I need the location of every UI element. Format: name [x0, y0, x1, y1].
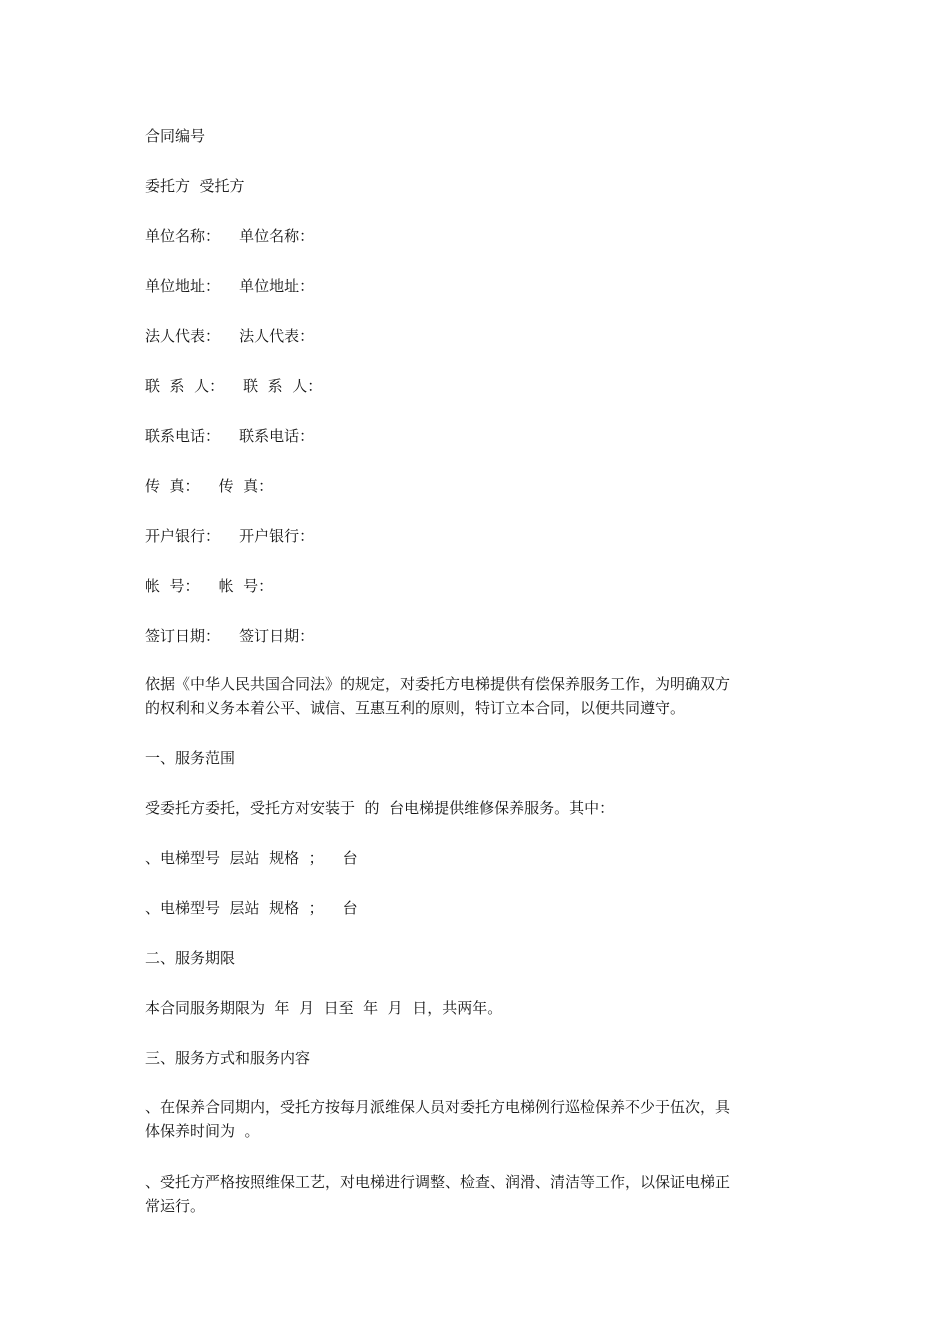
section3-item-2-line-1: 、受托方严格按照维保工艺，对电梯进行调整、检查、润滑、清洁等工作，以保证电梯正 [145, 1173, 731, 1191]
parties-heading: 委托方 受托方 [145, 177, 245, 195]
unit-address-field: 单位地址： 单位地址： [145, 277, 315, 295]
section1-text: 受委托方委托，受托方对安装于 的 台电梯提供维修保养服务。其中： [145, 799, 615, 817]
section2-text: 本合同服务期限为 年 月 日至 年 月 日，共两年。 [145, 999, 503, 1017]
contract-number-label: 合同编号 [145, 127, 206, 145]
section3-title: 三、服务方式和服务内容 [145, 1049, 311, 1067]
section1-title: 一、服务范围 [145, 749, 236, 767]
sign-date-field: 签订日期： 签订日期： [145, 627, 315, 645]
section2-title: 二、服务期限 [145, 949, 236, 967]
section1-item-1: 、电梯型号 层站 规格 ； 台 [145, 849, 358, 867]
section3-item-1 [145, 1095, 810, 1143]
legal-rep-field: 法人代表： 法人代表： [145, 327, 315, 345]
unit-name-field: 单位名称： 单位名称： [145, 227, 315, 245]
account-field: 帐 号： 帐 号： [145, 577, 274, 595]
preamble-paragraph [145, 672, 810, 720]
bank-field: 开户银行： 开户银行： [145, 527, 315, 545]
preamble-line-1: 依据《中华人民共国合同法》的规定，对委托方电梯提供有偿保养服务工作，为明确双方 [145, 675, 731, 693]
section3-item-1-line-2: 体保养时间为 。 [145, 1122, 260, 1140]
contact-field: 联 系 人： 联 系 人： [145, 377, 323, 395]
section1-item-2: 、电梯型号 层站 规格 ； 台 [145, 899, 358, 917]
phone-field: 联系电话： 联系电话： [145, 427, 315, 445]
fax-field: 传 真： 传 真： [145, 477, 274, 495]
section3-item-2-line-2: 常运行。 [145, 1197, 206, 1215]
section3-item-1-line-1: 、在保养合同期内，受托方按每月派维保人员对委托方电梯例行巡检保养不少于伍次，具 [145, 1098, 731, 1116]
preamble-line-2: 的权利和义务本着公平、诚信、互惠互利的原则，特订立本合同，以便共同遵守。 [145, 699, 686, 717]
section3-item-2 [145, 1170, 810, 1218]
